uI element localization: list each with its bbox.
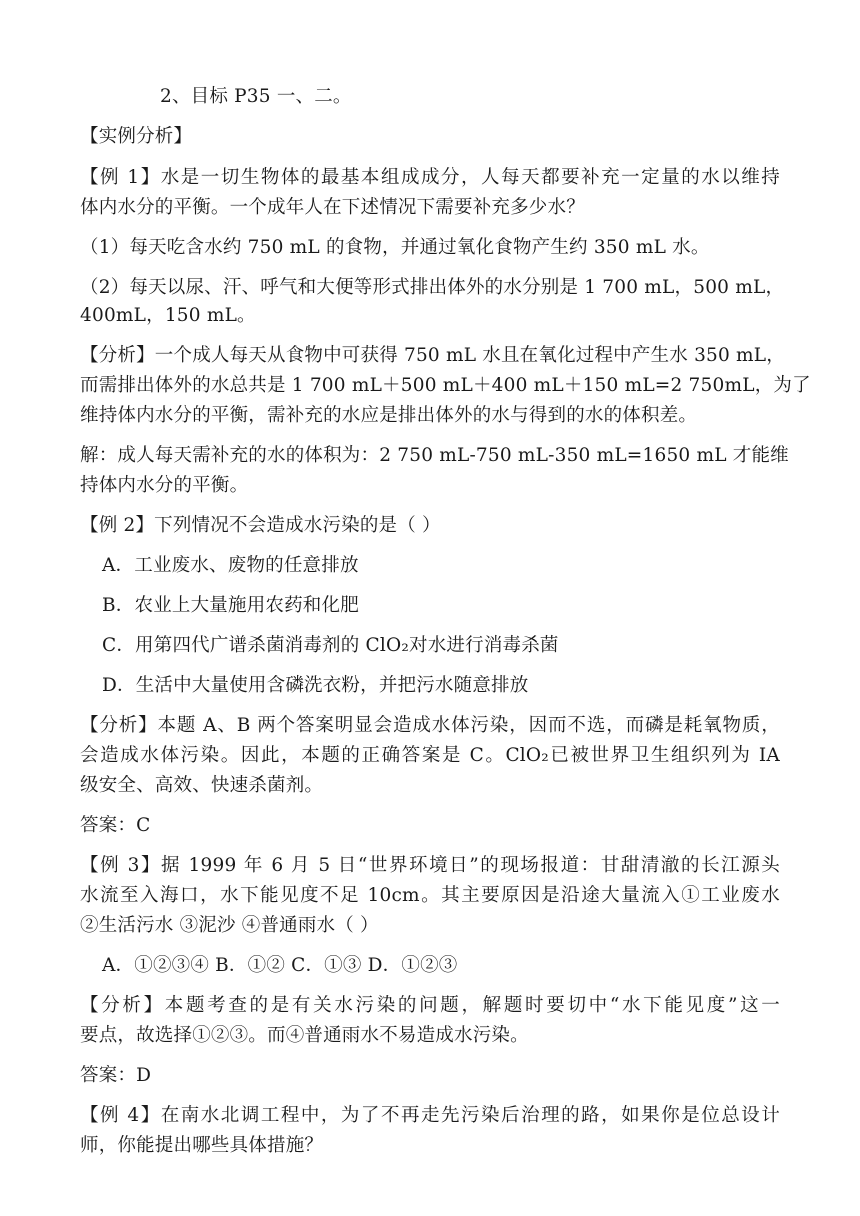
example-2-option-c: C．用第四代广谱杀菌消毒剂的 ClO₂对水进行消毒杀菌 [102,635,559,656]
analysis-3-line-1: 【分析】本题考查的是有关水污染的问题，解题时要切中“水下能见度”这一 [80,995,780,1016]
analysis-1-line-2: 而需排出体外的水总共是 1 700 mL＋500 mL＋400 mL＋150 mL=2 750mL，为了 [80,375,811,396]
example-1-line-1: 【例 1】水是一切生物体的最基本组成成分，人每天都要补充一定量的水以维持 [80,167,780,188]
example-4-line-1: 【例 4】在南水北调工程中，为了不再走先污染后治理的路，如果你是位总设计 [80,1105,780,1126]
answer-3: 答案：D [80,1065,152,1086]
analysis-1-line-1: 【分析】一个成人每天从食物中可获得 750 mL 水且在氧化过程中产生水 350 mL， [80,345,785,366]
example-3-options: A．①②③④ B．①② C．①③ D．①②③ [102,955,458,976]
analysis-2-line-3: 级安全、高效、快速杀菌剂。 [80,775,324,796]
example-1-item-2-line-2: 400mL，150 mL。 [80,305,256,326]
solution-1-line-2: 持体内水分的平衡。 [80,475,249,496]
analysis-1-line-3: 维持体内水分的平衡，需补充的水应是排出体外的水与得到的水的体积差。 [80,405,698,426]
example-2-option-a: A．工业废水、废物的任意排放 [102,555,359,576]
example-2-question: 【例 2】下列情况不会造成水污染的是（ ） [80,515,441,536]
example-2-option-d: D．生活中大量使用含磷洗衣粉，并把污水随意排放 [102,675,529,696]
example-1-item-2-line-1: （2）每天以尿、汗、呼气和大便等形式排出体外的水分别是 1 700 mL，500 mL， [80,277,785,298]
example-4-line-2: 师，你能提出哪些具体措施？ [80,1135,324,1156]
example-1-item-1: （1）每天吃含水约 750 mL 的食物，并通过氧化食物产生约 350 mL 水。 [80,237,710,258]
solution-1-line-1: 解：成人每天需补充的水的体积为：2 750 mL-750 mL-350 mL=1650 mL 才能维 [80,445,789,466]
example-3-line-2: 水流至入海口，水下能见度不足 10cm。其主要原因是沿途大量流入①工业废水 [80,885,780,906]
heading-target: 2、目标 P35 一、二。 [160,86,352,107]
analysis-3-line-2: 要点，故选择①②③。而④普通雨水不易造成水污染。 [80,1025,529,1046]
answer-2: 答案：C [80,815,151,836]
analysis-2-line-2: 会造成水体污染。因此，本题的正确答案是 C。ClO₂已被世界卫生组织列为 IA [80,745,780,766]
example-2-option-b: B．农业上大量施用农药和化肥 [102,595,359,616]
example-1-line-2: 体内水分的平衡。一个成年人在下述情况下需要补充多少水？ [80,197,585,218]
example-3-line-1: 【例 3】据 1999 年 6 月 5 日“世界环境日”的现场报道：甘甜清澈的长江源头 [80,855,780,876]
analysis-2-line-1: 【分析】本题 A、B 两个答案明显会造成水体污染，因而不选，而磷是耗氧物质， [80,715,780,736]
example-3-line-3: ②生活污水 ③泥沙 ④普通雨水（ ） [80,915,379,936]
section-heading: 【实例分析】 [80,126,193,147]
